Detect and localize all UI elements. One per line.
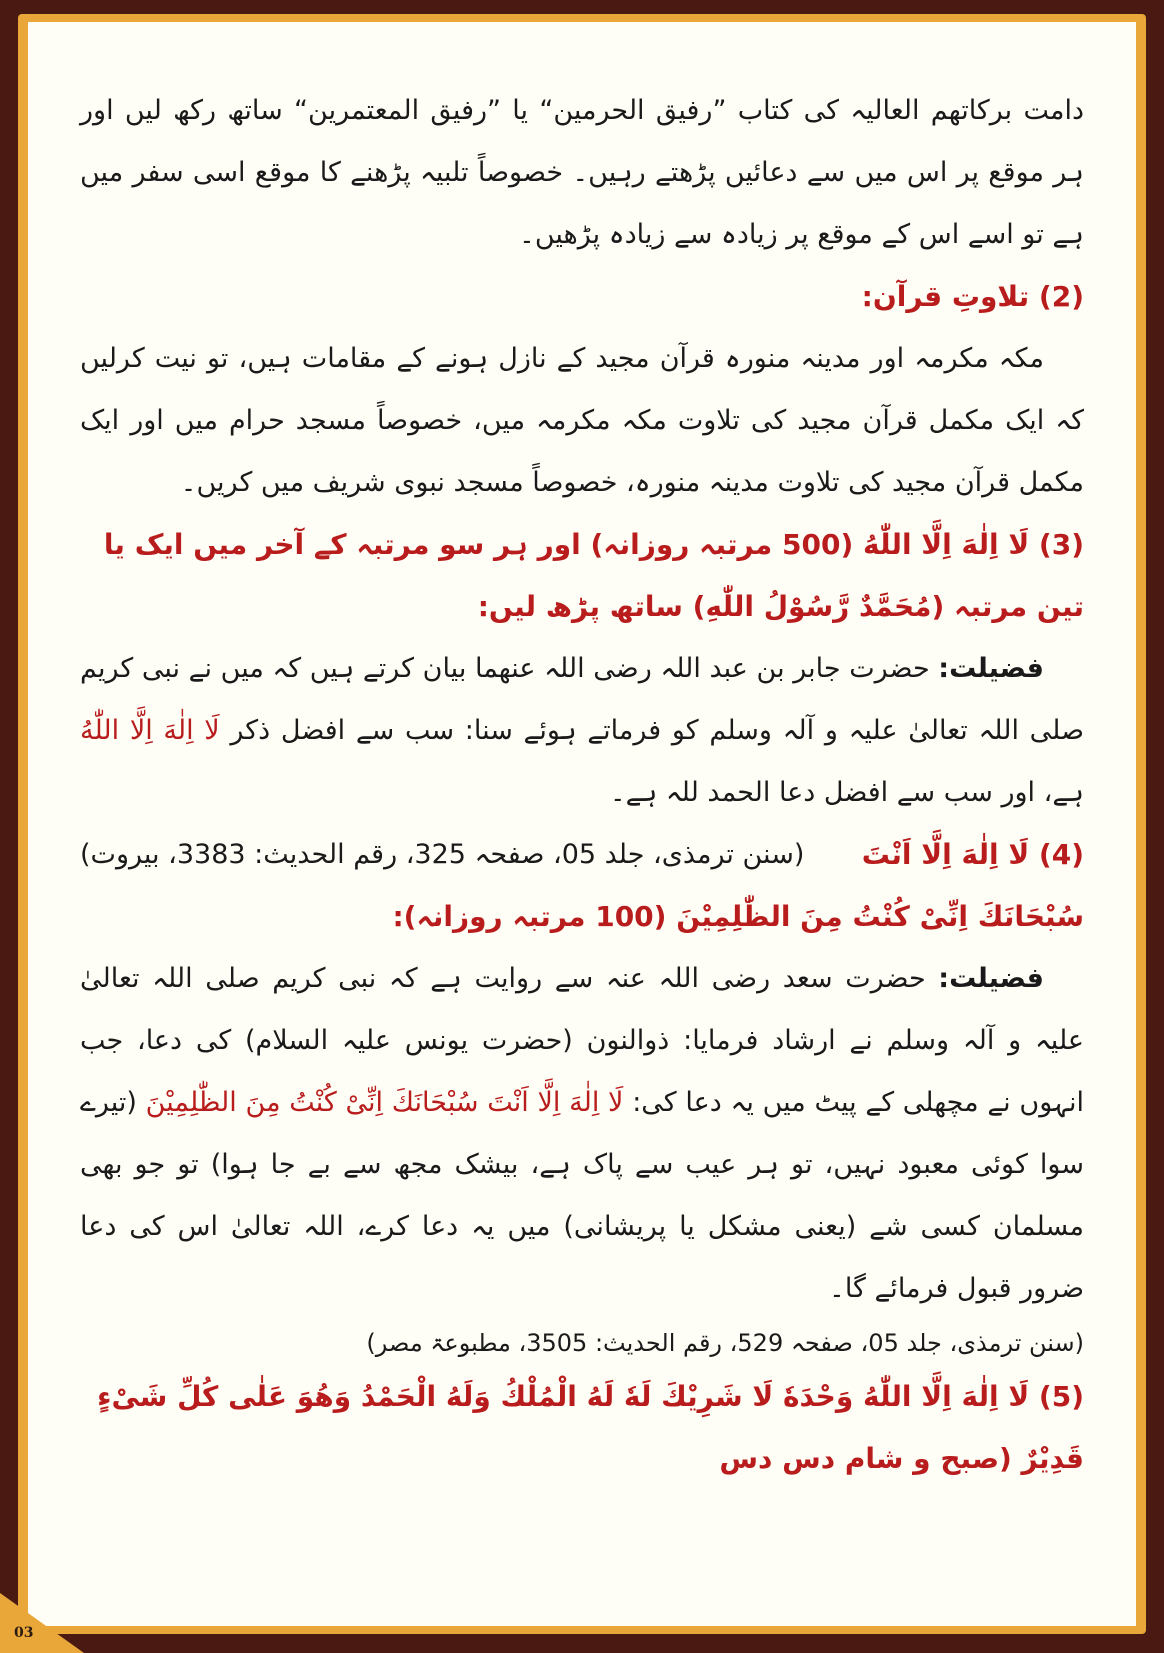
section-3-heading: (3) لَا اِلٰهَ اِلَّا اللّٰهُ (500 مرتبہ روزانہ) اور ہر سو مرتبہ کے آخر میں ایک یا تین مرتبہ (مُحَمَّدٌ رَّسُوْلُ اللّٰهِ) ساتھ پڑھ لیں: bbox=[103, 528, 1084, 623]
section-4-text-a: حضرت سعد رضی اللہ عنہ سے روایت ہے کہ نبی کریم صلی اللہ تعالیٰ علیہ و آلہ وسلم نے ارشاد فرمایا: ذوالنون (حضرت یونس علیہ السلام) کی دعا، جب انہوں نے مچھلی کے پیٹ میں یہ دعا کی: bbox=[80, 963, 1084, 1118]
section-2-heading: (2) تلاوتِ قرآن: bbox=[861, 280, 1084, 313]
section-4-reference: (سنن ترمذی، جلد 05، صفحہ 529، رقم الحدیث: 3505، مطبوعۃ مصر) bbox=[366, 1329, 1084, 1357]
section-3-text-b: ہے، اور سب سے افضل دعا الحمد للہ ہے۔ bbox=[609, 777, 1084, 808]
section-4-text-b: (تیرے سوا کوئی معبود نہیں، تو ہر عیب سے پاک ہے، بیشک مجھ سے بے جا ہوا) تو جو بھی مسلمان کسی شے (یعنی مشکل یا پریشانی) میں یہ دعا کرے، اللہ تعالیٰ اس کی دعا ضرور قبول فرمائے گا۔ bbox=[80, 1087, 1084, 1304]
intro-paragraph: دامت برکاتھم العالیہ کی کتاب ”رفیق الحرمین“ یا ”رفیق المعتمرین“ ساتھ رکھ لیں اور ہر موقع پر اس میں سے دعائیں پڑھتے رہیں۔ خصوصاً تلبیہ پڑھنے کا موقع اسی سفر میں ہے تو اسے اس کے موقع پر زیادہ سے زیادہ پڑھیں۔ bbox=[80, 95, 1084, 250]
section-3-reference: (سنن ترمذی، جلد 05، صفحہ 325، رقم الحدیث: 3383، بیروت) bbox=[80, 839, 805, 870]
section-3-text-a: حضرت جابر بن عبد اللہ رضی اللہ عنھما بیان کرتے ہیں کہ میں نے نبی کریم صلی اللہ تعالیٰ علیہ و آلہ وسلم کو فرماتے ہوئے سنا: سب سے افضل ذکر bbox=[80, 653, 1084, 746]
document-page bbox=[28, 22, 1136, 1626]
section-3-paragraph bbox=[80, 638, 1084, 870]
section-2-text: مکہ مکرمہ اور مدینہ منورہ قرآن مجید کے نازل ہونے کے مقامات ہیں، تو نیت کرلیں کہ ایک مکمل قرآن مجید کی تلاوت مکہ مکرمہ میں، خصوصاً مسجد حرام میں اور ایک مکمل قرآن مجید کی تلاوت مدینہ منورہ، خصوصاً مسجد نبوی شریف میں کریں۔ bbox=[80, 343, 1084, 498]
page-content bbox=[80, 80, 1084, 1490]
fazilat-label: فضیلت: bbox=[938, 653, 1044, 684]
page-number: 03 bbox=[14, 1625, 34, 1641]
section-4-arabic: لَا اِلٰهَ اِلَّا اَنْتَ سُبْحَانَكَ اِنِّیْ كُنْتُ مِنَ الظّٰلِمِیْنَ bbox=[145, 1087, 624, 1118]
section-4-paragraph bbox=[80, 948, 1084, 1320]
section-2-paragraph bbox=[80, 328, 1084, 514]
section-5-heading: (5) لَا اِلٰهَ اِلَّا اللّٰهُ وَحْدَهٗ لَا شَرِیْكَ لَهٗ لَهُ الْمُلْكُ وَلَهُ الْحَمْدُ وَهُوَ عَلٰى كُلِّ شَیْءٍ قَدِیْرٌ (صبح و شام دس دس bbox=[97, 1380, 1084, 1475]
fazilat-label: فضیلت: bbox=[938, 963, 1044, 994]
section-3-arabic: لَا اِلٰهَ اِلَّا اللّٰهُ bbox=[80, 715, 220, 746]
section-4-heading: (4) لَا اِلٰهَ اِلَّا اَنْتَ سُبْحَانَكَ اِنِّیْ كُنْتُ مِنَ الظّٰلِمِیْنَ (100 مرتبہ روزانہ): bbox=[392, 838, 1084, 933]
